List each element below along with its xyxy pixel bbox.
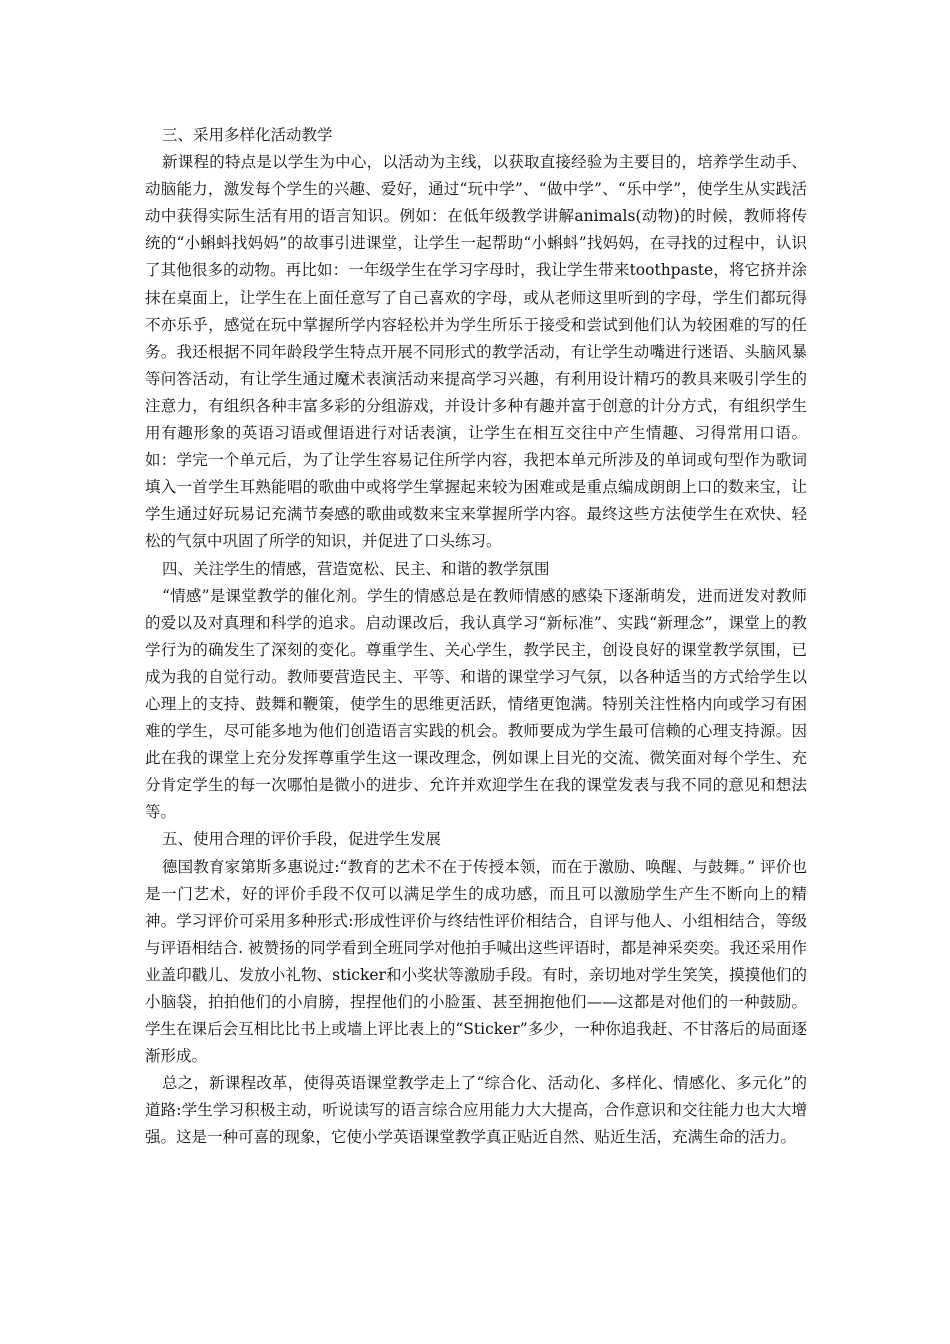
section-3-heading: 三、采用多样化活动教学 bbox=[162, 126, 333, 144]
section-5-paragraph: 德国教育家第斯多惠说过:“教育的艺术不在于传授本领，而在于激励、唤醒、与鼓舞。” 评价也是一门艺术，好的评价手段不仅可以满足学生的成功感，而且可以激励学生产生不断向上的精神。学习评价可采用多种形式:形成性评价与终结性评价相结合，自评与他人、小组相结合，等级与评语相结合. 被赞扬的同学看到全班同学对他拍手喊出这些评语时，都是神采奕奕。我还采用作业盖印戳儿、发放小礼物、sticker和小奖状等激励手段。有时，亲切地对学生笑笑，摸摸他们的小脑袋，拍拍他们的小肩膀，捏捏他们的小脸蛋、甚至拥抱他们——这都是对他们的一种鼓励。学生在课后会互相比比书上或墙上评比表上的“Sticker”多少，一种你追我赶、不甘落后的局面逐渐形成。 bbox=[145, 857, 807, 1066]
section-5-heading: 五、使用合理的评价手段，促进学生发展 bbox=[162, 830, 442, 849]
section-3-paragraph: 新课程的特点是以学生为中心，以活动为主线，以获取直接经验为主要目的，培养学生动手、动脑能力，激发每个学生的兴趣、爱好，通过“玩中学”、“做中学”、“乐中学”，使学生从实践活动中获得实际生活有用的语言知识。例如：在低年级教学讲解animals(动物)的时候，教师将传统的“小蝌蚪找妈妈”的故事引进课堂，让学生一起帮助“小蝌蚪”找妈妈，在寻找的过程中，认识了其他很多的动物。再比如：一年级学生在学习字母时，我让学生带来toothpaste，将它挤并涂抹在桌面上，让学生在上面任意写了自己喜欢的字母，或从老师这里听到的字母，学生们都玩得不亦乐乎，感觉在玩中掌握所学内容轻松并为学生所乐于接受和尝试到他们认为较困难的写的任务。我还根据不同年龄段学生特点开展不同形式的教学活动，有让学生动嘴进行迷语、头脑风暴等问答活动，有让学生通过魔术表演活动来提高学习兴趣，有利用设计精巧的教具来吸引学生的注意力，有组织各种丰富多彩的分组游戏，并设计多种有趣并富于创意的计分方式，有组织学生用有趣形象的英语习语或俚语进行对话表演，让学生在相互交往中产生情趣、习得常用口语。如：学完一个单元后，为了让学生容易记住所学内容，我把本单元所涉及的单词或句型作为歌词填入一首学生耳熟能唱的歌曲中或将学生掌握起来较为困难或是重点编成朗朗上口的数来宝，让学生通过好玩易记充满节奏感的歌曲或数来宝来掌握所学内容。最终这些方法使学生在欢快、轻松的气氛中巩固了所学的知识，并促进了口头练习。 bbox=[145, 153, 807, 551]
document-body bbox=[145, 122, 807, 1152]
section-4-paragraph: “情感”是课堂教学的催化剂。学生的情感总是在教师情感的感染下逐渐萌发，进而迸发对教师的爱以及对真理和科学的追求。启动课改后，我认真学习“新标准”、实践“新理念”，课堂上的教学行为的确发生了深刻的变化。尊重学生、关心学生，教学民主，创设良好的课堂教学氛围，已成为我的自觉行动。教师要营造民主、平等、和谐的课堂学习气氛，以各种适当的方式给学生以心理上的支持、鼓舞和鞭策，使学生的思维更活跃，情绪更饱满。特别关注性格内向或学习有困难的学生，尽可能多地为他们创造语言实践的机会。教师要成为学生最可信赖的心理支持源。因此在我的课堂上充分发挥尊重学生这一课改理念，例如课上目光的交流、微笑面对每个学生、充分肯定学生的每一次哪怕是微小的进步、允许并欢迎学生在我的课堂发表与我不同的意见和想法等。 bbox=[145, 586, 807, 822]
section-4-heading: 四、关注学生的情感，营造宽松、民主、和谐的教学氛围 bbox=[162, 559, 550, 578]
conclusion-paragraph: 总之，新课程改革，使得英语课堂教学走上了“综合化、活动化、多样化、情感化、多元化”的道路:学生学习积极主动，听说读写的语言综合应用能力大大提高，合作意识和交往能力也大大增强。这是一种可喜的现象，它使小学英语课堂教学真正贴近自然、贴近生活，充满生命的活力。 bbox=[145, 1074, 807, 1147]
